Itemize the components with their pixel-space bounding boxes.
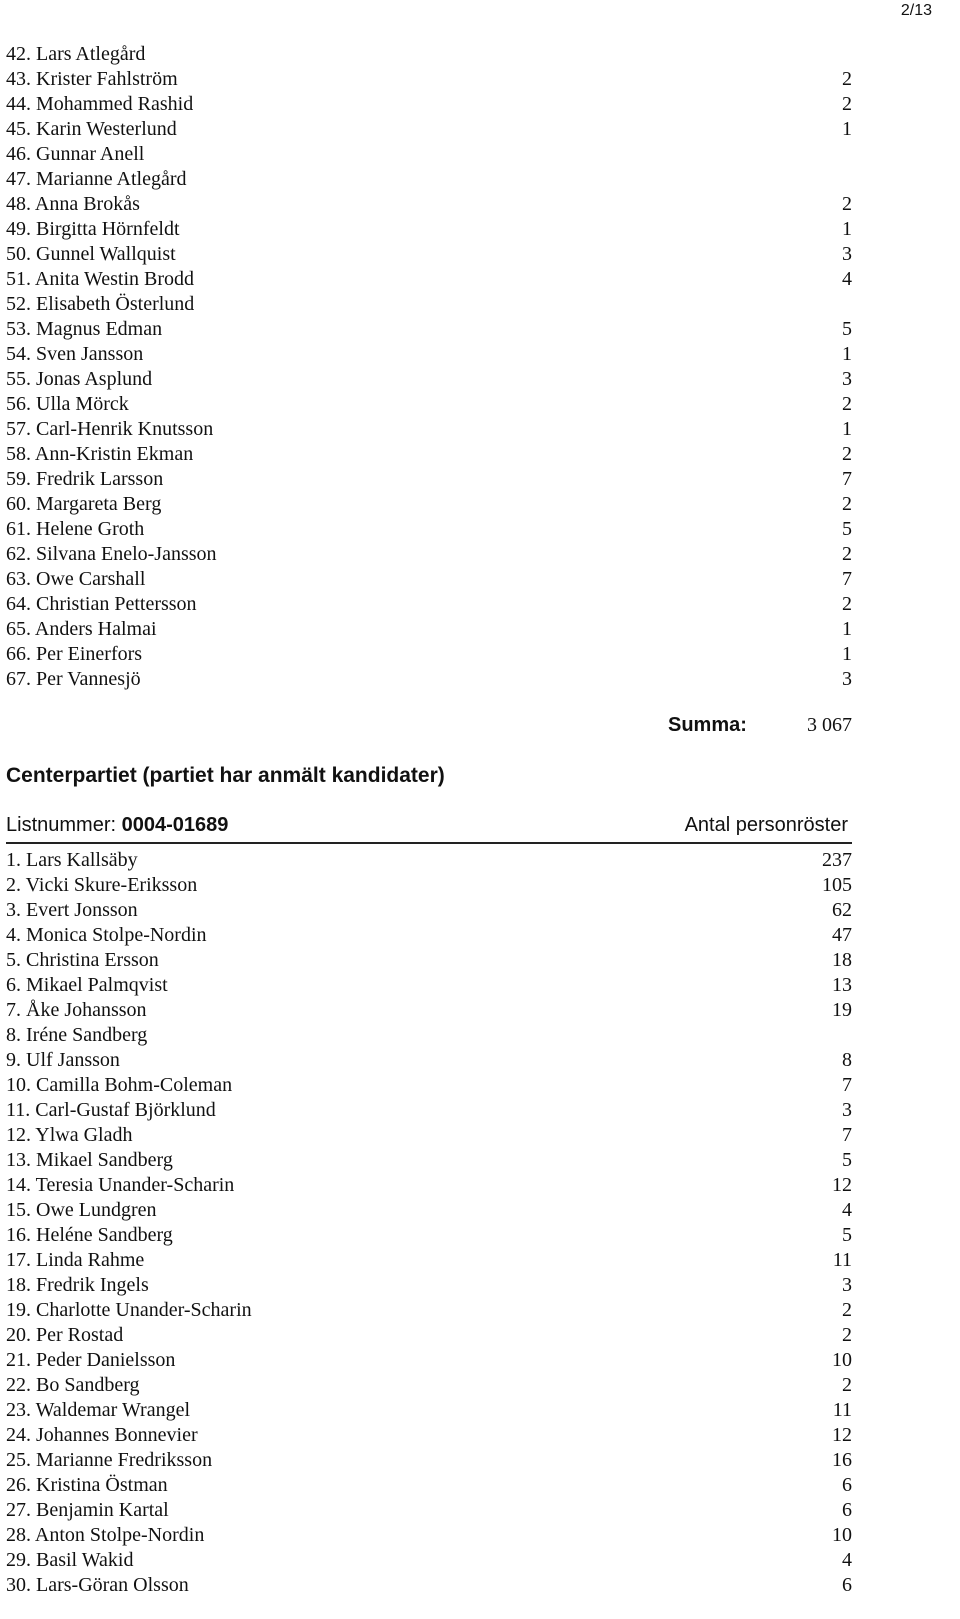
candidate-name: 5. Christina Ersson (6, 949, 159, 971)
candidate-row (6, 1173, 852, 1198)
candidate-votes: 2 (842, 493, 852, 515)
candidate-name: 13. Mikael Sandberg (6, 1149, 173, 1171)
candidate-votes: 1 (842, 343, 852, 365)
candidate-name: 55. Jonas Asplund (6, 368, 153, 390)
candidate-votes: 18 (832, 949, 852, 971)
candidate-votes: 19 (832, 999, 852, 1021)
candidate-row (6, 1398, 852, 1423)
candidate-votes: 237 (822, 849, 852, 871)
candidate-name: 21. Peder Danielsson (6, 1349, 176, 1371)
candidate-votes: 2 (842, 593, 852, 615)
candidate-votes: 7 (842, 568, 852, 590)
candidate-votes: 10 (832, 1524, 852, 1546)
list-number-label (6, 814, 228, 837)
candidate-votes: 1 (842, 618, 852, 640)
candidate-name: 61. Helene Groth (6, 518, 145, 540)
candidate-row (6, 1523, 852, 1548)
candidate-row (6, 142, 852, 167)
candidate-votes: 2 (842, 1299, 852, 1321)
candidate-name: 29. Basil Wakid (6, 1549, 134, 1571)
previous-candidate-list (6, 42, 852, 692)
candidate-votes: 11 (832, 1399, 852, 1421)
candidate-row (6, 1548, 852, 1573)
candidate-row (6, 1073, 852, 1098)
candidate-name: 1. Lars Kallsäby (6, 849, 138, 871)
candidate-row (6, 998, 852, 1023)
candidate-votes (812, 142, 852, 167)
candidate-votes (812, 42, 852, 67)
candidate-row (6, 492, 852, 517)
candidate-votes: 5 (842, 1149, 852, 1171)
candidate-row (6, 1573, 852, 1598)
candidate-row (6, 642, 852, 667)
summa-value: 3 067 (807, 714, 852, 736)
candidate-row (6, 1373, 852, 1398)
candidate-row (6, 217, 852, 242)
candidate-row (6, 67, 852, 92)
candidate-name: 11. Carl-Gustaf Björklund (6, 1099, 216, 1121)
candidate-name: 30. Lars-Göran Olsson (6, 1574, 189, 1596)
candidate-row (6, 442, 852, 467)
candidate-name: 45. Karin Westerlund (6, 118, 177, 140)
candidate-votes: 105 (822, 874, 852, 896)
candidate-row (6, 1298, 852, 1323)
candidate-name: 42. Lars Atlegård (6, 43, 146, 65)
candidate-row (6, 667, 852, 692)
candidate-row (6, 517, 852, 542)
candidate-votes: 2 (842, 443, 852, 465)
candidate-row (6, 192, 852, 217)
candidate-votes: 7 (842, 1124, 852, 1146)
candidate-row (6, 267, 852, 292)
candidate-name: 56. Ulla Mörck (6, 393, 129, 415)
candidate-name: 17. Linda Rahme (6, 1249, 145, 1271)
candidate-votes: 2 (842, 393, 852, 415)
candidate-row (6, 1423, 852, 1448)
candidate-name: 28. Anton Stolpe-Nordin (6, 1524, 205, 1546)
candidate-votes: 5 (842, 518, 852, 540)
candidate-row (6, 1023, 852, 1048)
candidate-name: 62. Silvana Enelo-Jansson (6, 543, 217, 565)
candidate-name: 16. Heléne Sandberg (6, 1224, 173, 1246)
candidate-name: 51. Anita Westin Brodd (6, 268, 195, 290)
candidate-name: 25. Marianne Fredriksson (6, 1449, 213, 1471)
candidate-votes (812, 292, 852, 317)
candidate-row (6, 242, 852, 267)
candidate-name: 22. Bo Sandberg (6, 1374, 140, 1396)
candidate-name: 3. Evert Jonsson (6, 899, 138, 921)
candidate-row (6, 92, 852, 117)
candidate-row (6, 923, 852, 948)
candidate-name: 23. Waldemar Wrangel (6, 1399, 191, 1421)
candidate-votes: 2 (842, 543, 852, 565)
candidate-name: 49. Birgitta Hörnfeldt (6, 218, 180, 240)
candidate-row (6, 948, 852, 973)
candidate-name: 47. Marianne Atlegård (6, 168, 187, 190)
candidate-votes: 5 (842, 318, 852, 340)
candidate-votes: 7 (842, 1074, 852, 1096)
summa-row (0, 714, 852, 742)
candidate-votes: 1 (842, 218, 852, 240)
votes-column-header: Antal personröster (684, 814, 848, 836)
party-candidate-list (6, 848, 852, 1598)
candidate-name: 18. Fredrik Ingels (6, 1274, 149, 1296)
party-heading: Centerpartiet (partiet har anmält kandidater) (6, 764, 445, 787)
candidate-row (6, 1148, 852, 1173)
candidate-votes: 1 (842, 118, 852, 140)
candidate-name: 48. Anna Brokås (6, 193, 140, 215)
candidate-row (6, 1498, 852, 1523)
candidate-row (6, 898, 852, 923)
candidate-row (6, 167, 852, 192)
candidate-name: 59. Fredrik Larsson (6, 468, 164, 490)
list-number-label-text: Listnummer: (6, 814, 117, 836)
candidate-votes: 13 (832, 974, 852, 996)
candidate-votes: 16 (832, 1449, 852, 1471)
candidate-votes: 12 (832, 1424, 852, 1446)
candidate-votes: 1 (842, 643, 852, 665)
candidate-name: 2. Vicki Skure-Eriksson (6, 874, 198, 896)
candidate-name: 64. Christian Pettersson (6, 593, 197, 615)
candidate-votes: 6 (842, 1574, 852, 1596)
candidate-name: 27. Benjamin Kartal (6, 1499, 169, 1521)
candidate-row (6, 1098, 852, 1123)
candidate-name: 65. Anders Halmai (6, 618, 157, 640)
candidate-name: 44. Mohammed Rashid (6, 93, 194, 115)
list-number-value: 0004-01689 (121, 814, 229, 836)
candidate-votes: 2 (842, 193, 852, 215)
candidate-votes: 3 (842, 368, 852, 390)
candidate-name: 43. Krister Fahlström (6, 68, 178, 90)
candidate-name: 6. Mikael Palmqvist (6, 974, 168, 996)
candidate-votes: 3 (842, 668, 852, 690)
candidate-votes: 2 (842, 68, 852, 90)
candidate-name: 10. Camilla Bohm-Coleman (6, 1074, 233, 1096)
candidate-votes: 2 (842, 1374, 852, 1396)
candidate-row (6, 1448, 852, 1473)
candidate-row (6, 617, 852, 642)
candidate-row (6, 973, 852, 998)
candidate-row (6, 467, 852, 492)
candidate-votes: 4 (842, 268, 852, 290)
candidate-name: 14. Teresia Unander-Scharin (6, 1174, 235, 1196)
candidate-row (6, 417, 852, 442)
candidate-row (6, 1473, 852, 1498)
candidate-votes: 6 (842, 1499, 852, 1521)
candidate-row (6, 1248, 852, 1273)
candidate-row (6, 1323, 852, 1348)
candidate-name: 67. Per Vannesjö (6, 668, 141, 690)
candidate-votes: 8 (842, 1049, 852, 1071)
candidate-votes: 2 (842, 93, 852, 115)
candidate-votes: 4 (842, 1199, 852, 1221)
candidate-row (6, 392, 852, 417)
candidate-votes: 11 (832, 1249, 852, 1271)
candidate-name: 20. Per Rostad (6, 1324, 124, 1346)
candidate-votes: 10 (832, 1349, 852, 1371)
candidate-votes: 4 (842, 1549, 852, 1571)
candidate-row (6, 117, 852, 142)
candidate-row (6, 567, 852, 592)
candidate-votes: 1 (842, 418, 852, 440)
candidate-votes (812, 1023, 852, 1048)
candidate-row (6, 873, 852, 898)
candidate-votes: 62 (832, 899, 852, 921)
candidate-name: 58. Ann-Kristin Ekman (6, 443, 194, 465)
candidate-row (6, 292, 852, 317)
candidate-name: 63. Owe Carshall (6, 568, 146, 590)
candidate-name: 19. Charlotte Unander-Scharin (6, 1299, 252, 1321)
candidate-votes: 3 (842, 1099, 852, 1121)
candidate-row (6, 1198, 852, 1223)
candidate-votes: 12 (832, 1174, 852, 1196)
list-header (6, 814, 852, 844)
candidate-row (6, 848, 852, 873)
candidate-name: 60. Margareta Berg (6, 493, 162, 515)
candidate-row (6, 592, 852, 617)
candidate-row (6, 542, 852, 567)
candidate-name: 4. Monica Stolpe-Nordin (6, 924, 207, 946)
candidate-name: 26. Kristina Östman (6, 1474, 168, 1496)
candidate-row (6, 1348, 852, 1373)
candidate-name: 8. Iréne Sandberg (6, 1024, 148, 1046)
candidate-votes: 3 (842, 1274, 852, 1296)
candidate-votes (812, 167, 852, 192)
candidate-votes: 2 (842, 1324, 852, 1346)
candidate-row (6, 1273, 852, 1298)
candidate-name: 9. Ulf Jansson (6, 1049, 120, 1071)
candidate-name: 46. Gunnar Anell (6, 143, 145, 165)
candidate-name: 57. Carl-Henrik Knutsson (6, 418, 214, 440)
candidate-name: 54. Sven Jansson (6, 343, 144, 365)
candidate-row (6, 367, 852, 392)
candidate-votes: 47 (832, 924, 852, 946)
candidate-name: 24. Johannes Bonnevier (6, 1424, 198, 1446)
candidate-votes: 6 (842, 1474, 852, 1496)
candidate-votes: 7 (842, 468, 852, 490)
candidate-row (6, 1223, 852, 1248)
candidate-row (6, 42, 852, 67)
candidate-name: 50. Gunnel Wallquist (6, 243, 176, 265)
candidate-name: 53. Magnus Edman (6, 318, 163, 340)
candidate-row (6, 317, 852, 342)
candidate-row (6, 1123, 852, 1148)
candidate-votes: 5 (842, 1224, 852, 1246)
summa-label: Summa: (668, 714, 747, 736)
candidate-row (6, 342, 852, 367)
candidate-name: 12. Ylwa Gladh (6, 1124, 133, 1146)
candidate-votes: 3 (842, 243, 852, 265)
candidate-name: 52. Elisabeth Österlund (6, 293, 195, 315)
candidate-name: 66. Per Einerfors (6, 643, 143, 665)
candidate-row (6, 1048, 852, 1073)
candidate-name: 7. Åke Johansson (6, 999, 147, 1021)
page-number: 2/13 (900, 2, 932, 19)
candidate-name: 15. Owe Lundgren (6, 1199, 157, 1221)
